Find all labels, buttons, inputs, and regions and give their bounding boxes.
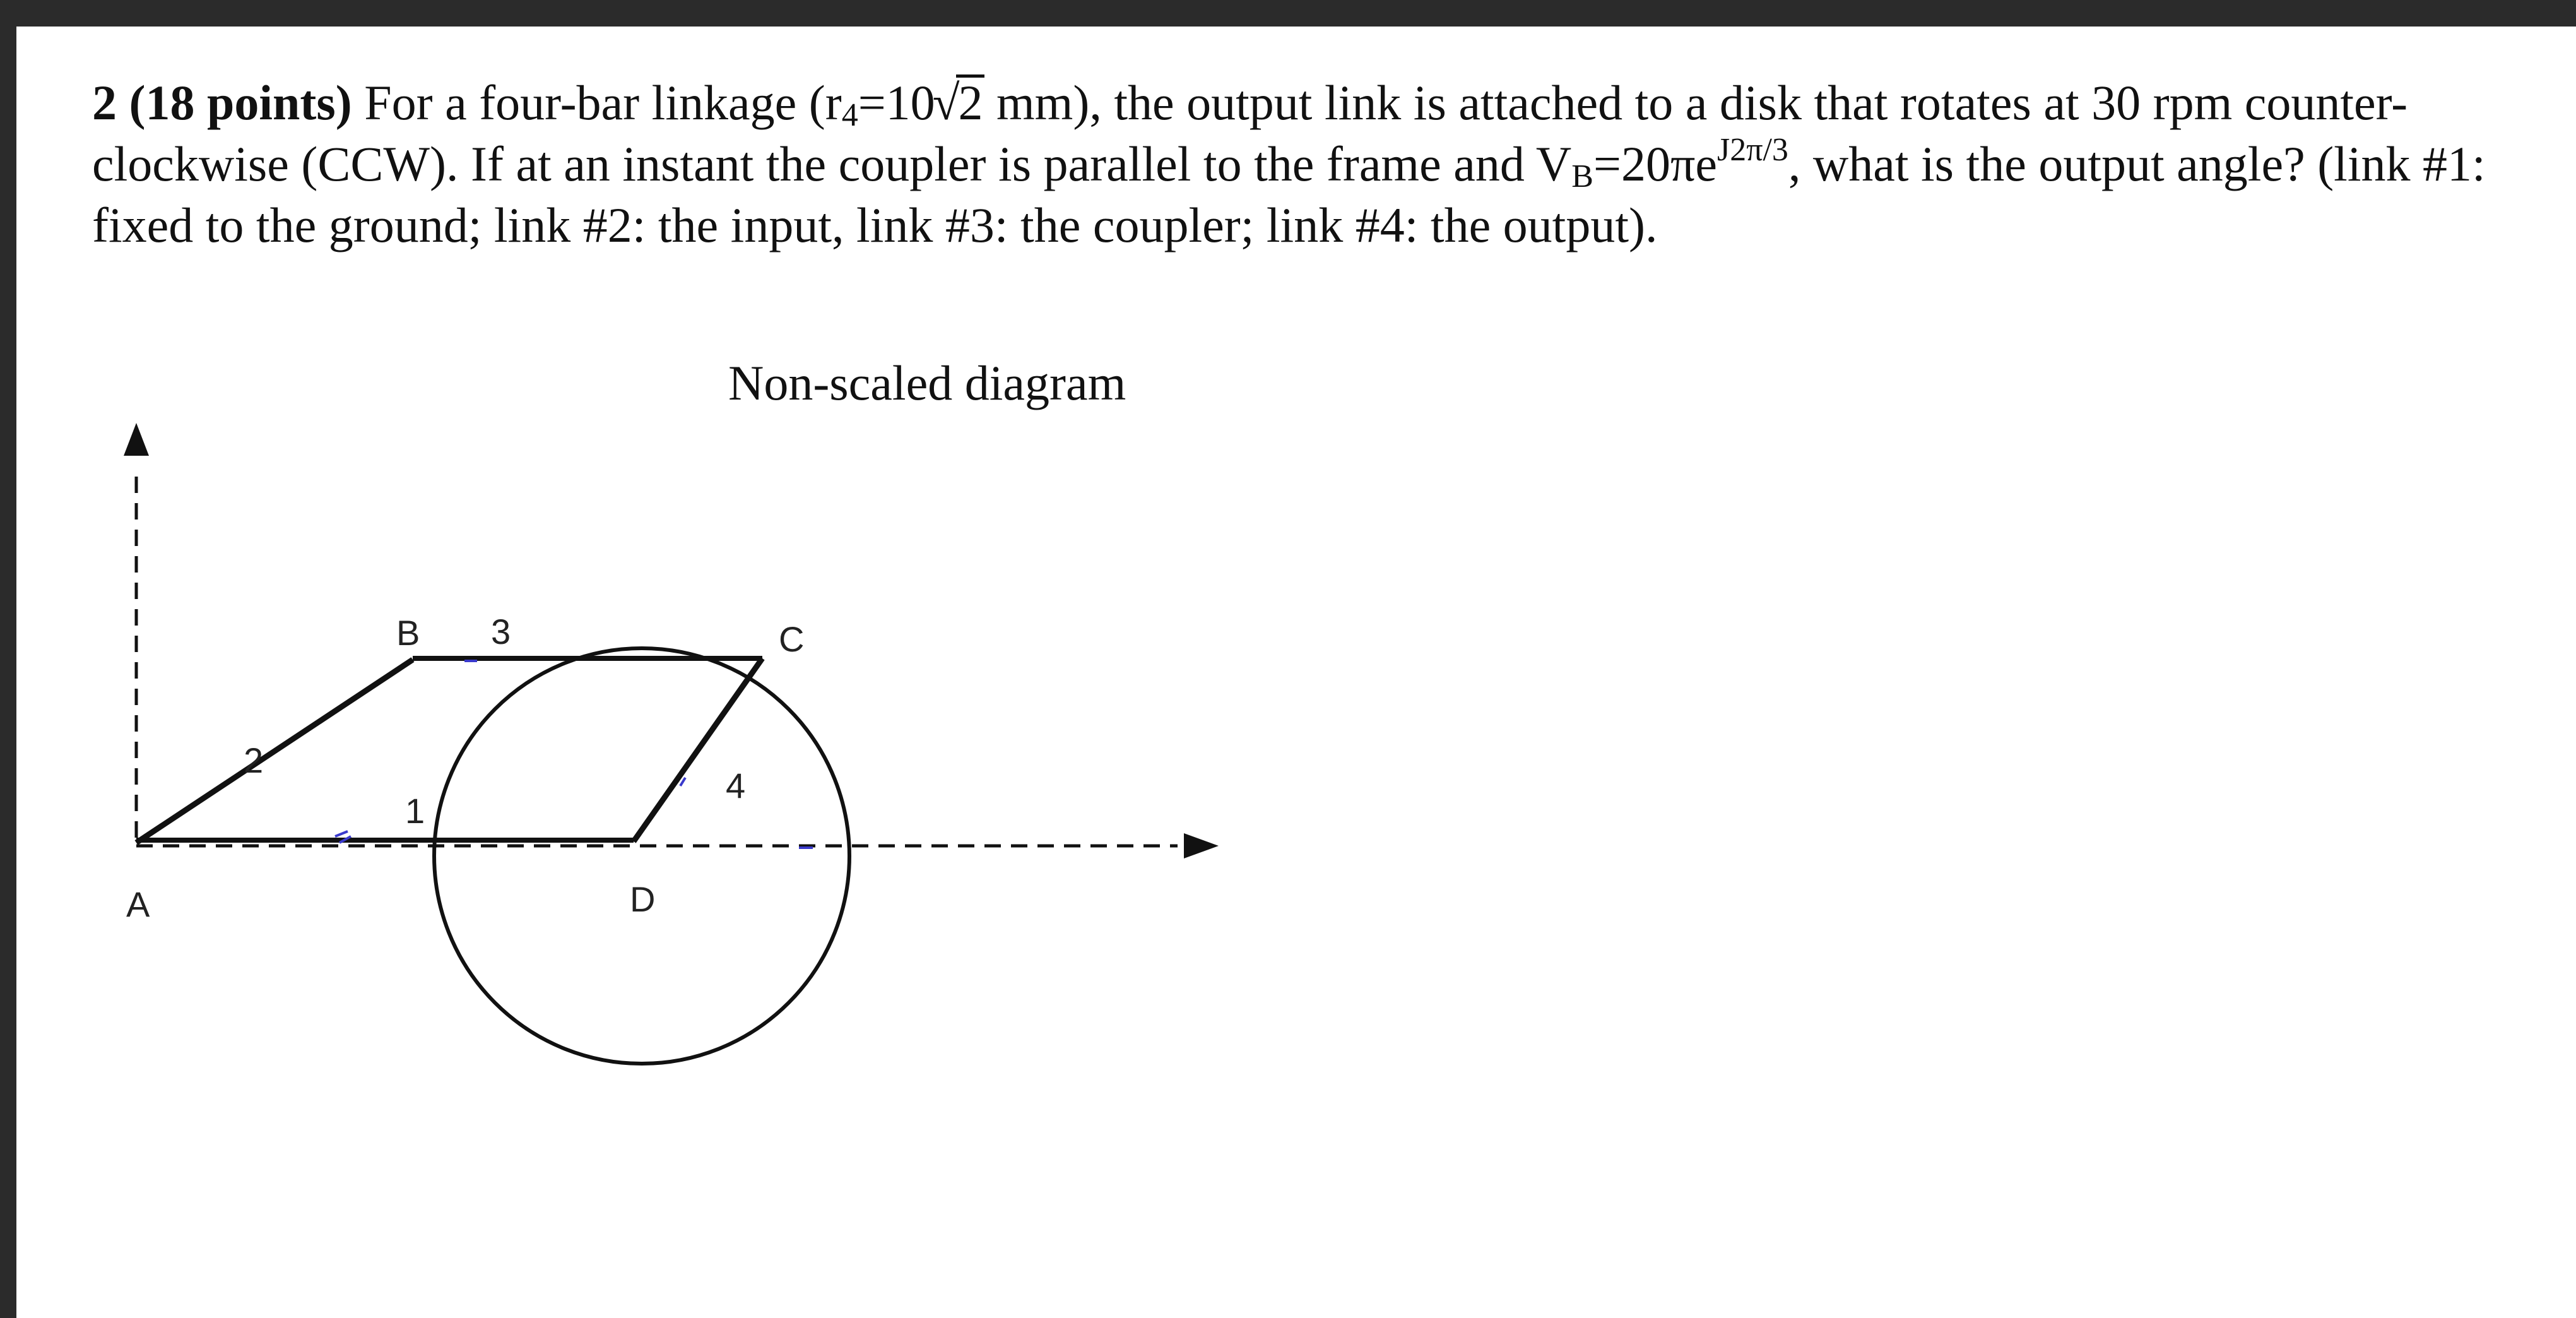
question-text-part: For a four-bar linkage (r [352, 75, 842, 130]
question-number: 2 [92, 75, 117, 130]
link-2-input [136, 660, 413, 843]
y-axis-arrow-icon [124, 423, 149, 456]
question-text-part: =20πe [1593, 136, 1717, 191]
radical-sign-icon: √ [932, 75, 960, 130]
exponent-superscript: J2π/3 [1716, 132, 1788, 168]
x-axis-arrow-icon [1184, 833, 1219, 858]
question-text-part: , what is the output angle? (link #1: fixed to the ground; link #2: the input, link #3: the coupler; link #4: the output). [92, 136, 2486, 252]
label-link-2: 2 [244, 740, 264, 780]
question-text-part: mm), the output link is attached to a disk that rotates at 30 rpm counter-clockwise (CCW). If at an instant the coupler is parallel to the frame and V [92, 75, 2408, 191]
four-bar-linkage-diagram [16, 27, 2576, 1318]
diagram-caption: Non-scaled diagram [728, 355, 1126, 410]
document-page [16, 27, 2576, 1318]
label-link-4: 4 [726, 766, 746, 805]
tick-mark [680, 778, 685, 786]
link-4-output [634, 658, 762, 841]
label-d: D [630, 879, 656, 919]
label-c: C [779, 619, 805, 659]
label-link-1: 1 [405, 791, 425, 831]
label-b: B [396, 613, 420, 653]
sqrt-argument: 2 [956, 74, 984, 128]
label-link-3: 3 [491, 612, 511, 651]
label-a: A [126, 884, 150, 924]
vb-subscript: B [1571, 158, 1593, 194]
question-points: (18 points) [129, 75, 352, 130]
output-disk [434, 648, 849, 1064]
question-text-part: =10 [858, 75, 935, 130]
r4-subscript: 4 [841, 97, 858, 133]
